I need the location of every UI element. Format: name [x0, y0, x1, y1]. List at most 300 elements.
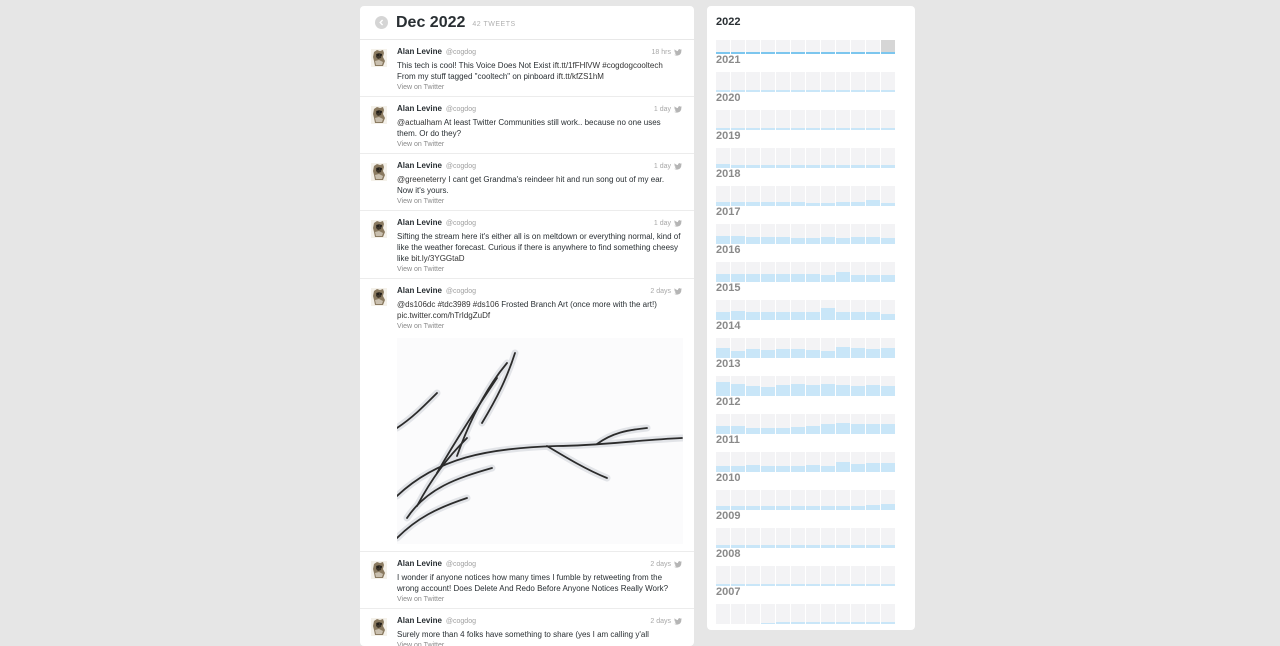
month-bar[interactable]: [821, 490, 835, 510]
month-bar[interactable]: [836, 490, 850, 510]
month-bar[interactable]: [881, 376, 895, 396]
view-on-twitter-link[interactable]: View on Twitter: [397, 141, 445, 148]
month-bar[interactable]: [851, 604, 865, 624]
month-bar[interactable]: [716, 72, 730, 92]
month-bar[interactable]: [716, 186, 730, 206]
month-bar[interactable]: [791, 338, 805, 358]
month-bar[interactable]: [776, 148, 790, 168]
month-bar[interactable]: [881, 40, 895, 54]
month-bar[interactable]: [761, 414, 775, 434]
month-bar[interactable]: [881, 452, 895, 472]
month-bar[interactable]: [821, 224, 835, 244]
month-bar[interactable]: [761, 224, 775, 244]
year-row-2018: [716, 168, 894, 206]
month-bar[interactable]: [716, 110, 730, 130]
author-name[interactable]: Alan Levine: [397, 161, 442, 170]
month-bar[interactable]: [866, 566, 880, 586]
month-bar[interactable]: [716, 414, 730, 434]
month-bar[interactable]: [716, 148, 730, 168]
month-bar[interactable]: [776, 262, 790, 282]
month-bar[interactable]: [806, 452, 820, 472]
month-bar[interactable]: [716, 224, 730, 244]
month-bar[interactable]: [776, 186, 790, 206]
month-bar[interactable]: [851, 262, 865, 282]
month-bar[interactable]: [731, 376, 745, 396]
month-bar[interactable]: [821, 110, 835, 130]
month-bar[interactable]: [836, 148, 850, 168]
month-bar[interactable]: [881, 148, 895, 168]
year-link-2009[interactable]: 2009: [716, 510, 741, 522]
tweet-link[interactable]: @actualham: [397, 118, 443, 127]
month-bar[interactable]: [851, 300, 865, 320]
tweet-text: [397, 299, 682, 321]
month-bar[interactable]: [866, 528, 880, 548]
month-bar[interactable]: [791, 490, 805, 510]
month-bar[interactable]: [866, 338, 880, 358]
month-bar[interactable]: [806, 110, 820, 130]
tweet-link[interactable]: pic.twitter.com/hTrIdgZuDf: [397, 311, 491, 320]
month-bar[interactable]: [881, 490, 895, 510]
month-bar[interactable]: [806, 566, 820, 586]
month-bar[interactable]: [791, 262, 805, 282]
month-bar[interactable]: [851, 452, 865, 472]
month-bar[interactable]: [731, 148, 745, 168]
month-bar[interactable]: [791, 300, 805, 320]
month-bar[interactable]: [851, 376, 865, 396]
month-bar[interactable]: [746, 604, 760, 624]
view-on-twitter-link[interactable]: View on Twitter: [397, 596, 445, 603]
month-bar[interactable]: [731, 110, 745, 130]
month-bars: [716, 414, 894, 434]
years-archive-panel: [707, 6, 915, 630]
month-bar[interactable]: [776, 40, 790, 54]
month-bar[interactable]: [881, 72, 895, 92]
month-bar[interactable]: [746, 110, 760, 130]
avatar[interactable]: [371, 106, 387, 124]
view-on-twitter-link[interactable]: View on Twitter: [397, 266, 445, 273]
tweet-text: [397, 117, 682, 139]
view-on-twitter-link[interactable]: View on Twitter: [397, 642, 445, 646]
year-link-2013[interactable]: 2013: [716, 358, 741, 370]
month-bar[interactable]: [866, 110, 880, 130]
tweet-time[interactable]: [654, 163, 682, 170]
tweet-link[interactable]: @greeneterry: [397, 175, 447, 184]
month-bar[interactable]: [866, 148, 880, 168]
month-bar[interactable]: [821, 148, 835, 168]
month-bar[interactable]: [731, 40, 745, 54]
month-bar-fill: [761, 350, 775, 358]
author-name[interactable]: Alan Levine: [397, 286, 442, 295]
tweet-time[interactable]: [650, 561, 682, 568]
view-on-twitter-link[interactable]: View on Twitter: [397, 198, 445, 205]
month-bar[interactable]: [731, 414, 745, 434]
month-bar-fill: [791, 312, 805, 320]
month-bar[interactable]: [836, 72, 850, 92]
month-bar[interactable]: [851, 566, 865, 586]
author-handle[interactable]: @cogdog: [445, 49, 476, 56]
month-bars: [716, 452, 894, 472]
month-bar[interactable]: [791, 224, 805, 244]
year-link-2019[interactable]: 2019: [716, 130, 741, 142]
tweet-time[interactable]: [652, 49, 682, 56]
month-bar[interactable]: [821, 40, 835, 54]
month-bar[interactable]: [776, 338, 790, 358]
year-row-2012: [716, 396, 894, 434]
avatar[interactable]: [371, 220, 387, 238]
month-bar[interactable]: [776, 528, 790, 548]
author-handle[interactable]: @cogdog: [445, 288, 476, 295]
month-bar[interactable]: [866, 414, 880, 434]
month-bar[interactable]: [866, 72, 880, 92]
month-bar-fill: [791, 427, 805, 434]
month-bar[interactable]: [791, 452, 805, 472]
month-bar[interactable]: [716, 566, 730, 586]
month-bar[interactable]: [851, 338, 865, 358]
author-name[interactable]: Alan Levine: [397, 559, 442, 568]
month-bar-fill: [866, 424, 880, 434]
month-bar-fill: [776, 349, 790, 358]
tweet-time[interactable]: [654, 220, 682, 227]
month-bar[interactable]: [806, 40, 820, 54]
month-bar-fill: [836, 272, 850, 282]
month-bar[interactable]: [821, 262, 835, 282]
month-bar[interactable]: [866, 300, 880, 320]
month-bar-fill: [776, 237, 790, 244]
tweet-time[interactable]: [650, 288, 682, 295]
tweet-text-segment: At least Twitter Communities still work.. because no one uses them. Or do they?: [397, 118, 661, 138]
month-bar[interactable]: [761, 604, 775, 624]
month-bar[interactable]: [761, 72, 775, 92]
month-bar[interactable]: [746, 566, 760, 586]
month-bar[interactable]: [806, 262, 820, 282]
month-bar[interactable]: [716, 452, 730, 472]
avatar[interactable]: [371, 49, 387, 67]
month-bar[interactable]: [776, 376, 790, 396]
month-bar[interactable]: [776, 414, 790, 434]
month-bar[interactable]: [821, 300, 835, 320]
author-name[interactable]: Alan Levine: [397, 218, 442, 227]
month-bar[interactable]: [851, 414, 865, 434]
year-link-2021[interactable]: 2021: [716, 54, 741, 66]
avatar[interactable]: [371, 288, 387, 306]
month-bar[interactable]: [851, 110, 865, 130]
month-bar[interactable]: [791, 566, 805, 586]
month-bar[interactable]: [836, 566, 850, 586]
month-bar[interactable]: [836, 186, 850, 206]
month-bar[interactable]: [881, 528, 895, 548]
month-bar[interactable]: [836, 110, 850, 130]
month-bar[interactable]: [761, 566, 775, 586]
month-bar[interactable]: [761, 148, 775, 168]
month-bar[interactable]: [716, 40, 730, 54]
year-link-2007[interactable]: 2007: [716, 586, 741, 598]
month-bar[interactable]: [851, 490, 865, 510]
month-bar[interactable]: [866, 262, 880, 282]
month-bar[interactable]: [746, 528, 760, 548]
tweet-link[interactable]: #cogdogcooltech: [602, 61, 663, 70]
back-button[interactable]: [375, 16, 388, 29]
tweet-time[interactable]: [654, 106, 682, 113]
month-bar[interactable]: [836, 528, 850, 548]
month-bar[interactable]: [746, 376, 760, 396]
author-handle[interactable]: @cogdog: [445, 618, 476, 625]
month-bar[interactable]: [836, 376, 850, 396]
month-bar[interactable]: [836, 40, 850, 54]
month-bar[interactable]: [746, 40, 760, 54]
month-bar[interactable]: [881, 414, 895, 434]
month-bar[interactable]: [761, 40, 775, 54]
author-handle[interactable]: @cogdog: [445, 220, 476, 227]
avatar[interactable]: [371, 163, 387, 181]
month-bar[interactable]: [836, 414, 850, 434]
view-on-twitter-link[interactable]: View on Twitter: [397, 84, 445, 91]
year-link-2014[interactable]: 2014: [716, 320, 741, 332]
month-bar[interactable]: [821, 452, 835, 472]
month-bar[interactable]: [731, 338, 745, 358]
month-bar[interactable]: [716, 490, 730, 510]
month-bar[interactable]: [866, 186, 880, 206]
month-bar[interactable]: [881, 110, 895, 130]
month-bar[interactable]: [731, 186, 745, 206]
month-bar[interactable]: [851, 72, 865, 92]
tweet-link[interactable]: bit.ly/3YGGtaD: [411, 254, 465, 263]
month-bars: [716, 338, 894, 358]
frosted-branch-photo[interactable]: [397, 338, 683, 544]
tweet-link[interactable]: ift.tt/kfZS1hM: [556, 72, 604, 81]
tweet-text-segment: I cant get Grandma's reindeer hit and run song out of my ear. Now it's yours.: [397, 175, 665, 195]
year-link-2016[interactable]: 2016: [716, 244, 741, 256]
year-link-2020[interactable]: 2020: [716, 92, 741, 104]
month-bar[interactable]: [731, 300, 745, 320]
month-bar[interactable]: [806, 148, 820, 168]
month-bar[interactable]: [881, 262, 895, 282]
year-row-2007: [716, 586, 894, 624]
month-bar[interactable]: [881, 186, 895, 206]
month-bar[interactable]: [791, 110, 805, 130]
month-bar[interactable]: [836, 338, 850, 358]
month-bar[interactable]: [716, 300, 730, 320]
month-bar[interactable]: [836, 224, 850, 244]
month-bar[interactable]: [836, 300, 850, 320]
month-bar[interactable]: [881, 224, 895, 244]
month-bar[interactable]: [821, 604, 835, 624]
month-bar[interactable]: [776, 110, 790, 130]
month-bar[interactable]: [776, 452, 790, 472]
month-bar[interactable]: [851, 148, 865, 168]
month-bar[interactable]: [806, 338, 820, 358]
month-bar[interactable]: [806, 528, 820, 548]
tweet-link[interactable]: #ds106: [472, 300, 500, 309]
tweet-text: [397, 231, 682, 264]
author-name[interactable]: Alan Levine: [397, 47, 442, 56]
month-bar[interactable]: [881, 300, 895, 320]
year-link-2011[interactable]: 2011: [716, 434, 740, 446]
month-bar[interactable]: [851, 186, 865, 206]
tweet-link[interactable]: #tdc3989: [437, 300, 471, 309]
month-bar-fill: [851, 348, 865, 358]
month-bar[interactable]: [881, 566, 895, 586]
month-bar[interactable]: [821, 338, 835, 358]
month-bar[interactable]: [776, 72, 790, 92]
twitter-bird-icon: [674, 106, 682, 113]
month-bar[interactable]: [716, 604, 730, 624]
month-bar[interactable]: [746, 148, 760, 168]
month-bar[interactable]: [881, 604, 895, 624]
month-bar-fill: [836, 423, 850, 434]
month-bar[interactable]: [716, 262, 730, 282]
month-bar[interactable]: [791, 528, 805, 548]
tweet-item: [360, 40, 694, 97]
month-bar[interactable]: [806, 300, 820, 320]
year-link-2017[interactable]: 2017: [716, 206, 741, 218]
month-bar[interactable]: [866, 40, 880, 54]
month-bar[interactable]: [746, 224, 760, 244]
month-bar[interactable]: [791, 72, 805, 92]
tweet-link[interactable]: @ds106dc: [397, 300, 436, 309]
avatar[interactable]: [371, 561, 387, 579]
month-bars: [716, 262, 894, 282]
month-bar[interactable]: [761, 262, 775, 282]
month-bar[interactable]: [836, 452, 850, 472]
year-link-2012[interactable]: 2012: [716, 396, 741, 408]
month-bar[interactable]: [761, 452, 775, 472]
month-bar[interactable]: [806, 186, 820, 206]
author-name[interactable]: Alan Levine: [397, 104, 442, 113]
month-bar[interactable]: [821, 414, 835, 434]
month-bar[interactable]: [806, 376, 820, 396]
avatar[interactable]: [371, 618, 387, 636]
month-bar[interactable]: [731, 604, 745, 624]
month-bar[interactable]: [746, 452, 760, 472]
month-bar[interactable]: [791, 376, 805, 396]
month-bar[interactable]: [791, 186, 805, 206]
tweet-time[interactable]: [650, 618, 682, 625]
month-bar[interactable]: [821, 376, 835, 396]
month-bar[interactable]: [776, 300, 790, 320]
view-on-twitter-link[interactable]: View on Twitter: [397, 323, 445, 330]
tweet-link[interactable]: ift.tt/1fFHlVW: [552, 61, 601, 70]
month-bar[interactable]: [821, 186, 835, 206]
month-bar[interactable]: [866, 604, 880, 624]
month-bar[interactable]: [761, 186, 775, 206]
author-handle[interactable]: @cogdog: [445, 561, 476, 568]
month-bar[interactable]: [791, 40, 805, 54]
year-row-2015: [716, 282, 894, 320]
month-bar-fill: [806, 312, 820, 320]
month-bar-fill: [716, 274, 730, 282]
year-link-2010[interactable]: 2010: [716, 472, 741, 484]
month-bar-fill: [851, 622, 865, 624]
month-bar[interactable]: [716, 376, 730, 396]
month-bar[interactable]: [731, 262, 745, 282]
month-bar[interactable]: [746, 262, 760, 282]
tweet-item: [360, 154, 694, 211]
month-bar[interactable]: [806, 604, 820, 624]
month-bar[interactable]: [836, 604, 850, 624]
month-bar-fill: [746, 386, 760, 396]
author-handle[interactable]: @cogdog: [445, 106, 476, 113]
month-bar[interactable]: [776, 490, 790, 510]
month-bar[interactable]: [881, 338, 895, 358]
month-bar-fill: [821, 622, 835, 624]
month-bar[interactable]: [761, 528, 775, 548]
month-bar[interactable]: [866, 490, 880, 510]
month-bar-fill: [746, 237, 760, 244]
month-bars: [716, 376, 894, 396]
month-bar[interactable]: [806, 224, 820, 244]
month-bar[interactable]: [731, 566, 745, 586]
month-bar[interactable]: [851, 40, 865, 54]
month-bar[interactable]: [836, 262, 850, 282]
month-bar[interactable]: [821, 528, 835, 548]
month-bar[interactable]: [746, 186, 760, 206]
year-link-2015[interactable]: 2015: [716, 282, 741, 294]
month-bar[interactable]: [731, 490, 745, 510]
month-bar-fill: [821, 275, 835, 282]
month-bar[interactable]: [806, 414, 820, 434]
month-bar[interactable]: [806, 72, 820, 92]
month-bar[interactable]: [746, 72, 760, 92]
month-bar-fill: [776, 274, 790, 282]
twitter-bird-icon: [674, 561, 682, 568]
month-bar[interactable]: [761, 338, 775, 358]
month-bar[interactable]: [731, 72, 745, 92]
month-bar[interactable]: [791, 414, 805, 434]
month-bar[interactable]: [761, 300, 775, 320]
tweet-time-label: 1 day: [653, 220, 671, 227]
month-bar[interactable]: [731, 528, 745, 548]
year-link-2022[interactable]: 2022: [716, 16, 741, 28]
month-bar[interactable]: [716, 338, 730, 358]
month-bar[interactable]: [761, 376, 775, 396]
month-bar-fill: [806, 274, 820, 282]
month-bar[interactable]: [791, 604, 805, 624]
year-row-2014: [716, 320, 894, 358]
month-bar-fill: [806, 465, 820, 472]
month-bar[interactable]: [761, 490, 775, 510]
month-bar[interactable]: [866, 376, 880, 396]
month-bar[interactable]: [866, 224, 880, 244]
month-bars: [716, 72, 894, 92]
month-bar[interactable]: [731, 452, 745, 472]
month-bar[interactable]: [851, 224, 865, 244]
month-bar[interactable]: [731, 224, 745, 244]
month-bar[interactable]: [791, 148, 805, 168]
month-bar[interactable]: [746, 414, 760, 434]
month-bar[interactable]: [716, 528, 730, 548]
month-bar[interactable]: [746, 300, 760, 320]
month-bar[interactable]: [851, 528, 865, 548]
author-handle[interactable]: @cogdog: [445, 163, 476, 170]
year-row-2010: [716, 472, 894, 510]
author-name[interactable]: Alan Levine: [397, 616, 442, 625]
month-bar[interactable]: [821, 72, 835, 92]
month-bar[interactable]: [776, 566, 790, 586]
month-bar[interactable]: [866, 452, 880, 472]
month-bar[interactable]: [746, 338, 760, 358]
month-bar[interactable]: [761, 110, 775, 130]
tweet-header: [397, 161, 682, 174]
month-bar-fill: [731, 236, 745, 244]
year-link-2018[interactable]: 2018: [716, 168, 741, 180]
year-link-2008[interactable]: 2008: [716, 548, 741, 560]
month-bar[interactable]: [746, 490, 760, 510]
month-bar[interactable]: [776, 224, 790, 244]
month-bar-fill: [716, 348, 730, 358]
month-bar[interactable]: [806, 490, 820, 510]
month-bar[interactable]: [821, 566, 835, 586]
month-bar[interactable]: [776, 604, 790, 624]
